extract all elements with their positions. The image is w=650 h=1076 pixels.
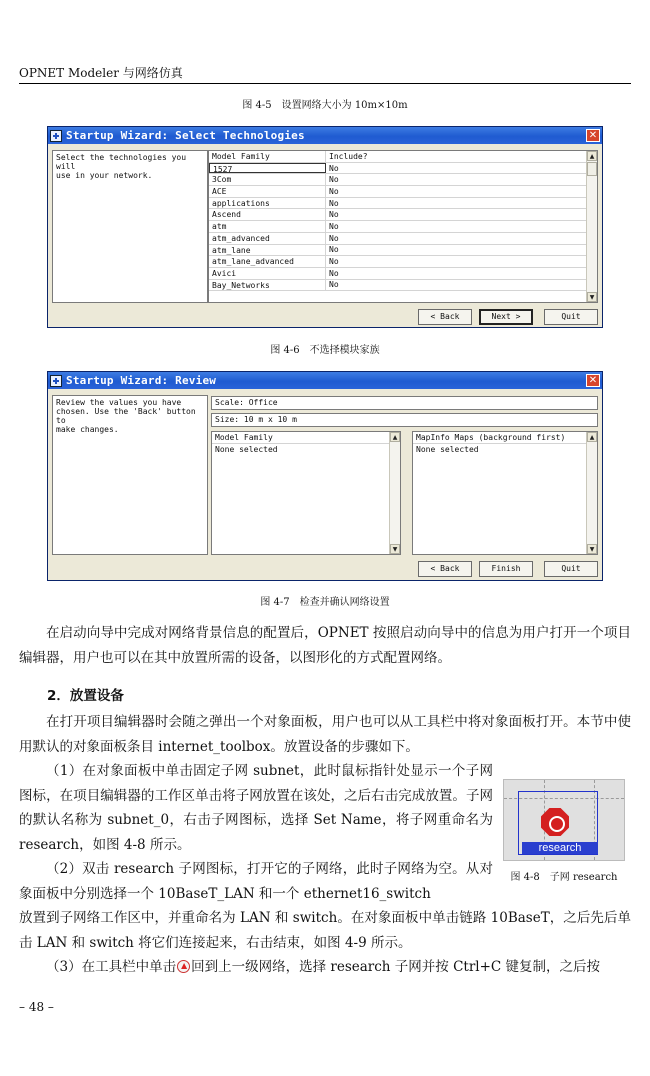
scroll-up-icon[interactable]: ▲	[390, 432, 400, 442]
wizard-prompt: Select the technologies you will use in your network.	[52, 150, 208, 303]
wizard-prompt: Review the values you have chosen. Use the 'Back' button to make changes.	[52, 395, 208, 555]
table-row[interactable]	[209, 163, 597, 175]
back-button[interactable]: < Back	[418, 561, 472, 577]
paragraph-4a: （2）双击 research 子网图标，打开它的子网络，此时子网络为空。从对象面板中分别选择一个 10BaseT_LAN 和一个 ethernet16_switch	[19, 861, 493, 902]
size-field: Size: 10 m x 10 m	[211, 413, 598, 427]
figure-4-8	[503, 779, 625, 861]
model-family-cell: atm_lane_advanced	[209, 256, 326, 267]
include-cell[interactable]: No	[329, 221, 339, 231]
scroll-up-icon[interactable]: ▲	[587, 151, 597, 161]
table-body	[209, 163, 597, 292]
table-row[interactable]	[209, 221, 597, 233]
titlebar[interactable]	[48, 372, 602, 389]
table-row[interactable]	[209, 233, 597, 245]
paragraph-3: （1）在对象面板中单击固定子网 subnet，此时鼠标指针处显示一个子网图标，在项目编辑器的工作区单击将子网放置在该处，之后右击完成放置。子网的默认名称为 subnet_0，右击子网图标，选择 Set Name，将子网重命名为 research，如图 4-8 所示。	[19, 763, 493, 853]
paragraph-5-start: （3）在工具栏中单击	[46, 959, 177, 975]
column-header-include: Include?	[329, 151, 368, 161]
paragraph-5	[19, 955, 631, 980]
include-cell[interactable]: No	[329, 198, 339, 208]
table-row[interactable]	[209, 256, 597, 268]
table-row[interactable]	[209, 268, 597, 280]
model-family-cell: atm	[209, 221, 326, 232]
caption-fig46: 图 4-6 不选择模块家族	[270, 345, 380, 356]
finish-button[interactable]: Finish	[479, 561, 533, 577]
mapinfo-value[interactable]: None selected	[416, 445, 479, 454]
paragraph-1: 在启动向导中完成对网络背景信息的配置后，OPNET 按照启动向导中的信息为用户打开一个项目编辑器，用户也可以在其中放置所需的设备，以图形化的方式配置网络。	[19, 625, 631, 666]
caption-fig48: 图 4-8 子网 research	[510, 872, 618, 883]
model-family-cell: 3Com	[209, 174, 326, 185]
table-row[interactable]	[209, 245, 597, 257]
include-cell[interactable]: No	[329, 210, 339, 220]
mapinfo-maps-list	[412, 431, 598, 555]
subnet-icon[interactable]	[541, 808, 569, 836]
include-cell[interactable]: No	[329, 268, 339, 278]
table-header-row	[209, 151, 597, 163]
paragraph-4b: 放置到子网络工作区中，并重命名为 LAN 和 switch。在对象面板中单击链路 10BaseT，之后先后单击 LAN 和 switch 将它们连接起来，右击结束，如图 4-9 所示。	[19, 910, 631, 951]
model-family-cell: 1527	[209, 163, 326, 174]
go-to-parent-icon	[177, 960, 190, 973]
caption-fig47: 图 4-7 检查并确认网络设置	[260, 597, 390, 608]
close-icon[interactable]: ✕	[586, 374, 600, 387]
back-button[interactable]: < Back	[418, 309, 472, 325]
scroll-down-icon[interactable]: ▼	[587, 292, 597, 302]
subnet-label: research	[522, 842, 598, 854]
scroll-down-icon[interactable]: ▼	[390, 544, 400, 554]
include-cell[interactable]: No	[329, 186, 339, 196]
table-row[interactable]	[209, 198, 597, 210]
include-cell[interactable]: No	[329, 257, 339, 267]
model-family-cell: Ascend	[209, 209, 326, 220]
app-icon	[50, 375, 62, 387]
running-head: OPNET Modeler 与网络仿真	[19, 66, 183, 80]
close-icon[interactable]: ✕	[586, 129, 600, 142]
header-rule	[19, 83, 631, 84]
wizard-select-technologies-dialog	[47, 126, 603, 328]
page-number: – 48 –	[19, 1000, 54, 1014]
table-row[interactable]	[209, 209, 597, 221]
model-family-list	[211, 431, 401, 555]
wizard-review-dialog	[47, 371, 603, 581]
model-family-cell: Avici	[209, 268, 326, 279]
include-cell[interactable]: No	[329, 175, 339, 185]
mapinfo-scrollbar[interactable]	[586, 432, 597, 554]
next-button[interactable]: Next >	[479, 309, 533, 325]
dialog-title: Startup Wizard: Review	[66, 374, 217, 387]
table-scrollbar[interactable]	[586, 151, 597, 302]
technologies-table	[208, 150, 598, 303]
model-family-scrollbar[interactable]	[389, 432, 400, 554]
app-icon	[50, 130, 62, 142]
include-cell[interactable]: No	[329, 280, 339, 290]
model-family-cell: applications	[209, 198, 326, 209]
titlebar[interactable]	[48, 127, 602, 144]
model-family-cell: ACE	[209, 186, 326, 197]
paragraph-5-end: 回到上一级网络，选择 research 子网并按 Ctrl+C 键复制，之后按	[191, 959, 601, 975]
model-family-cell: atm_advanced	[209, 233, 326, 244]
dialog-title: Startup Wizard: Select Technologies	[66, 129, 305, 142]
paragraph-2: 在打开项目编辑器时会随之弹出一个对象面板，用户也可以从工具栏中将对象面板打开。本节中使用默认的对象面板条目 internet_toolbox。放置设备的步骤如下。	[19, 714, 631, 755]
table-row[interactable]	[209, 280, 597, 292]
model-family-value[interactable]: None selected	[215, 445, 278, 454]
caption-fig45: 图 4-5 设置网络大小为 10m×10m	[242, 100, 408, 111]
scale-field: Scale: Office	[211, 396, 598, 410]
quit-button[interactable]: Quit	[544, 561, 598, 577]
mapinfo-header: MapInfo Maps (background first)	[413, 432, 597, 444]
model-family-cell: atm_lane	[209, 245, 326, 256]
table-row[interactable]	[209, 174, 597, 186]
include-cell[interactable]: No	[329, 233, 339, 243]
model-family-header: Model Family	[212, 432, 400, 444]
column-header-model-family: Model Family	[209, 151, 326, 162]
model-family-cell: Bay_Networks	[209, 280, 326, 291]
include-cell[interactable]: No	[329, 245, 339, 255]
scroll-thumb[interactable]	[587, 162, 597, 176]
section-title: 2．放置设备	[47, 688, 124, 704]
table-row[interactable]	[209, 186, 597, 198]
scroll-down-icon[interactable]: ▼	[587, 544, 597, 554]
scroll-up-icon[interactable]: ▲	[587, 432, 597, 442]
quit-button[interactable]: Quit	[544, 309, 598, 325]
include-cell[interactable]: No	[329, 163, 339, 173]
